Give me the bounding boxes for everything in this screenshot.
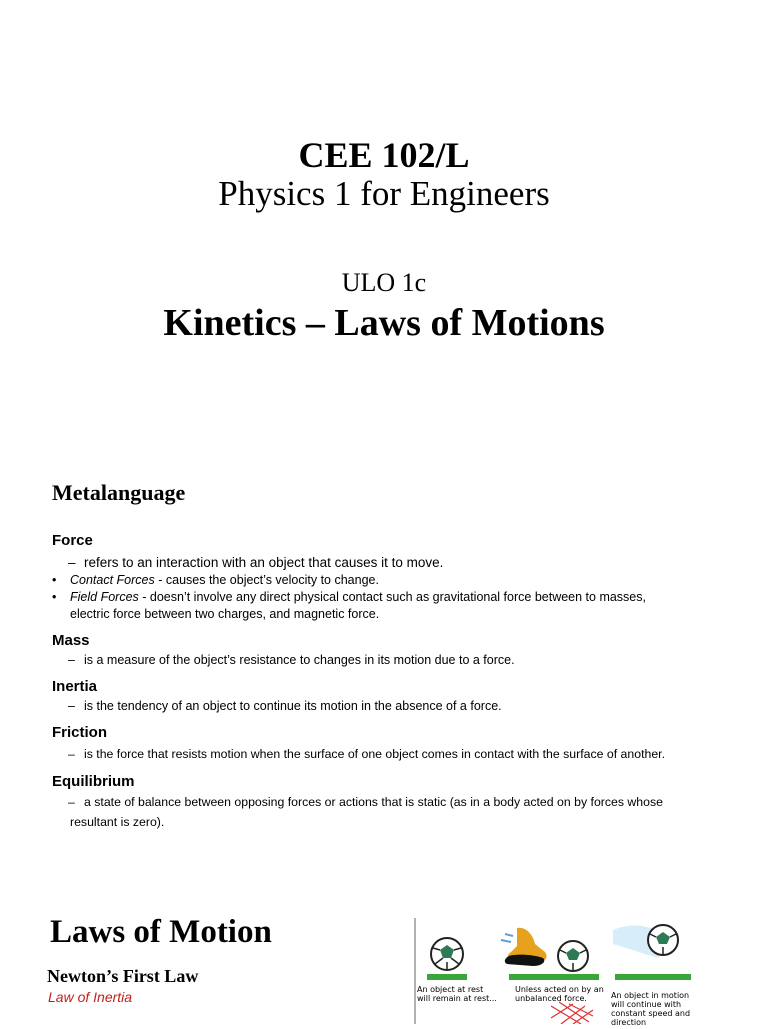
equilibrium-cont: resultant is zero). (70, 815, 165, 829)
course-name: Physics 1 for Engineers (218, 174, 550, 213)
law-of-inertia-subtitle: Law of Inertia (48, 989, 133, 1005)
field-forces-item: • Field Forces - doesn’t involve any direct physical contact such as gravitational force between to masses, (52, 590, 646, 604)
laws-heading: Laws of Motion (50, 914, 272, 950)
metalanguage-heading: Metalanguage (52, 480, 186, 505)
force-definition: – refers to an interaction with an object that causes it to move. (68, 555, 444, 570)
term-friction: Friction (52, 724, 107, 741)
ulo-label: ULO 1c (341, 268, 427, 297)
caption-unbalanced-force: Unless acted on by an unbalanced force. (515, 985, 604, 1003)
term-force: Force (52, 532, 93, 549)
mass-definition: – is a measure of the object’s resistance to changes in its motion due to a force. (68, 653, 515, 667)
term-inertia: Inertia (52, 678, 98, 695)
field-forces-cont: electric force between two charges, and magnetic force. (70, 607, 380, 621)
friction-definition: – is the force that resists motion when the surface of one object comes in contact with the surface of another. (68, 747, 665, 761)
soccer-ball-icon (431, 938, 463, 970)
inertia-definition: – is the tendency of an object to continue its motion in the absence of a force. (68, 699, 502, 713)
first-law-illustration (413, 918, 695, 1027)
caption-in-motion: An object in motion will continue with constant speed and direction (611, 991, 691, 1027)
contact-forces-item: • Contact Forces - causes the object’s velocity to change. (52, 573, 379, 587)
first-law-heading: Newton’s First Law (47, 966, 199, 986)
course-code: CEE 102/L (298, 135, 470, 175)
soccer-ball-icon (648, 925, 678, 955)
lesson-title: Kinetics – Laws of Motions (163, 302, 605, 344)
shoe-icon (501, 928, 547, 966)
term-mass: Mass (52, 632, 90, 649)
equilibrium-definition: – a state of balance between opposing forces or actions that is static (as in a body acted on by forces whose (68, 795, 663, 809)
soccer-ball-icon (558, 941, 588, 971)
caption-at-rest: An object at rest will remain at rest... (417, 985, 497, 1003)
term-equilibrium: Equilibrium (52, 773, 135, 790)
